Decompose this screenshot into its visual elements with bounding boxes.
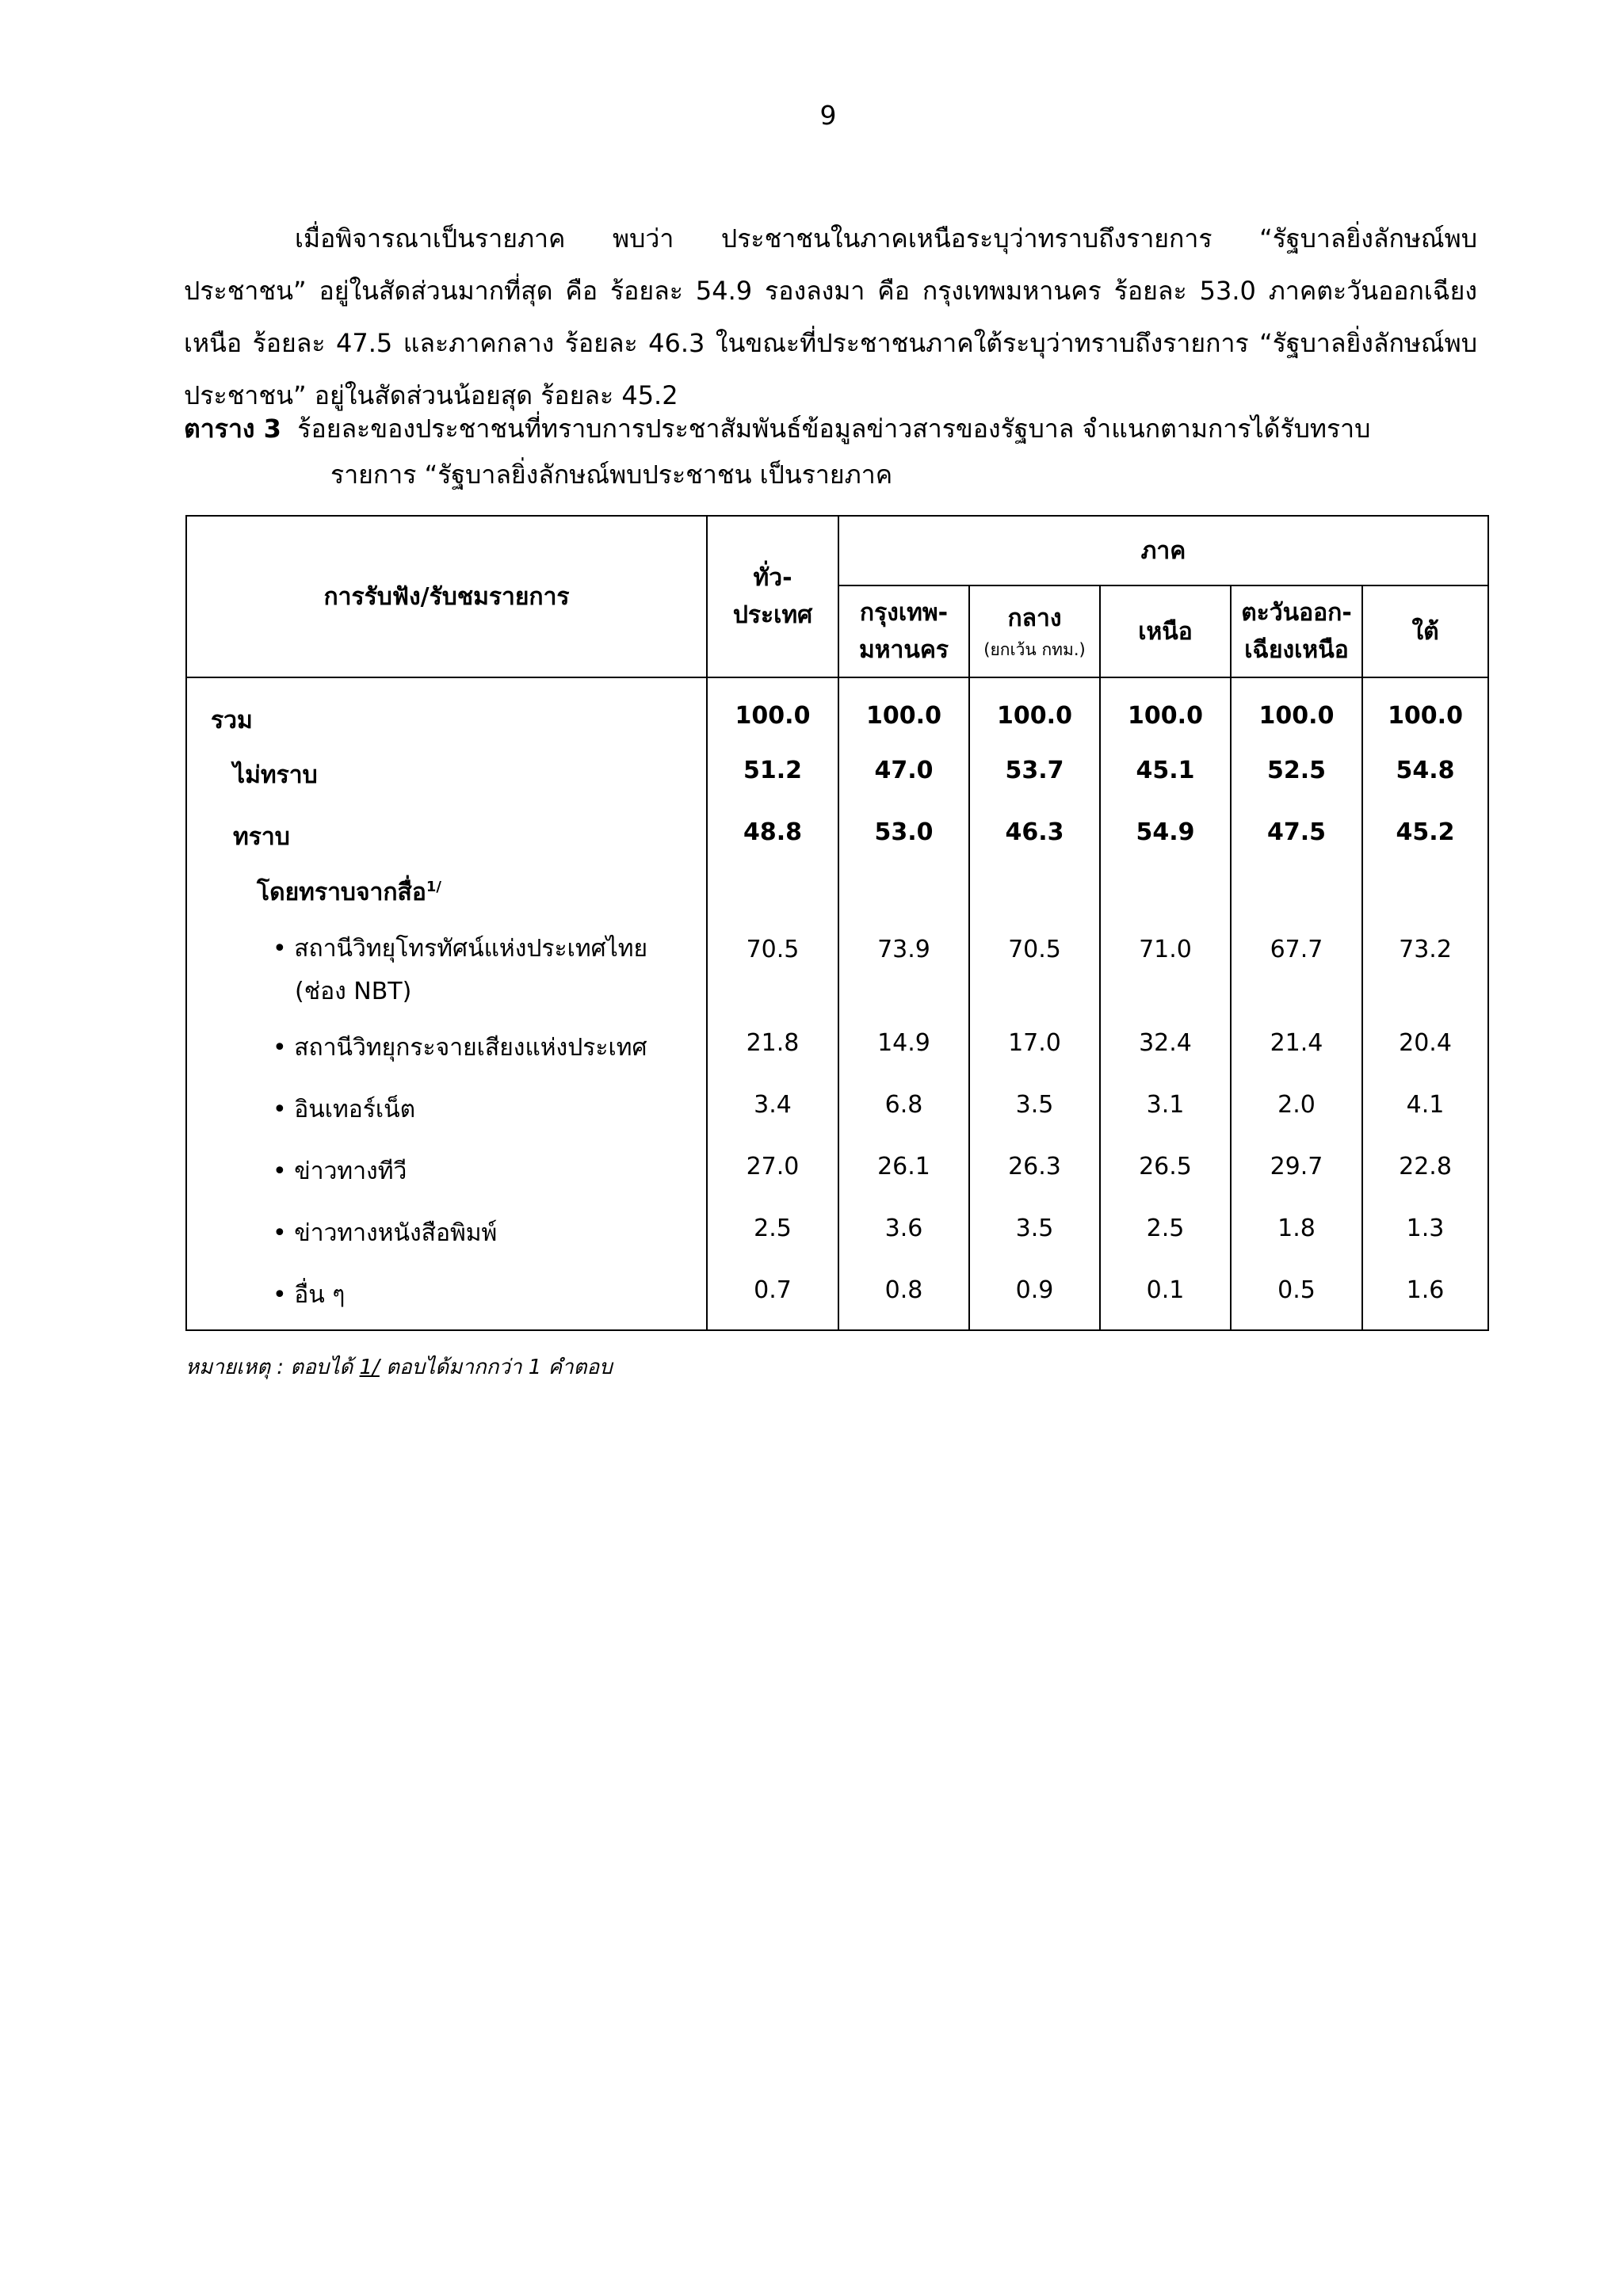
cell: 3.5 (969, 1075, 1100, 1137)
note-prefix: หมายเหตุ : ตอบได้ (185, 1356, 360, 1379)
header-program: การรับฟัง/รับชมรายการ (186, 516, 707, 677)
cell: 54.9 (1100, 801, 1231, 860)
row-label-line-2: (ช่อง NBT) (295, 978, 412, 1005)
cell: 0.7 (707, 1261, 838, 1330)
row-label: • ข่าวทางทีวี (186, 1137, 707, 1199)
cell: 51.2 (707, 739, 838, 801)
header-country-line-2: ประเทศ (732, 601, 813, 629)
cell: 47.0 (838, 739, 969, 801)
header-whole-country (707, 516, 838, 677)
cell: 3.4 (707, 1075, 838, 1137)
cell: 27.0 (707, 1137, 838, 1199)
row-label: ไม่ทราบ (186, 739, 707, 801)
cell: 45.2 (1362, 801, 1488, 860)
cell: 52.5 (1231, 739, 1362, 801)
table-row (186, 1137, 1488, 1199)
cell: 29.7 (1231, 1137, 1362, 1199)
cell: 3.6 (838, 1199, 969, 1261)
cell: 46.3 (969, 801, 1100, 860)
table-row (186, 1075, 1488, 1137)
cell: 4.1 (1362, 1075, 1488, 1137)
cell: 26.1 (838, 1137, 969, 1199)
cell: 1.6 (1362, 1261, 1488, 1330)
header-north: เหนือ (1100, 585, 1231, 677)
row-label: รวม (186, 677, 707, 739)
header-northeast-line-2: เฉียงเหนือ (1244, 636, 1349, 664)
cell: 0.8 (838, 1261, 969, 1330)
header-south: ใต้ (1362, 585, 1488, 677)
cell: 17.0 (969, 1013, 1100, 1075)
cell: 53.7 (969, 739, 1100, 801)
row-label: • สถานีวิทยุกระจายเสียงแห่งประเทศ (186, 1013, 707, 1075)
cell: 0.5 (1231, 1261, 1362, 1330)
row-label (186, 913, 707, 1013)
cell: 26.3 (969, 1137, 1100, 1199)
caption-line-1: ร้อยละของประชาชนที่ทราบการประชาสัมพันธ์ข้อมูลข่าวสารของรัฐบาล จำแนกตามการได้รับทราบ (297, 414, 1371, 444)
cell: 6.8 (838, 1075, 969, 1137)
table-row (186, 739, 1488, 801)
cell: 14.9 (838, 1013, 969, 1075)
cell: 1.8 (1231, 1199, 1362, 1261)
cell: 3.1 (1100, 1075, 1231, 1137)
cell: 1.3 (1362, 1199, 1488, 1261)
body-paragraph: เมื่อพิจารณาเป็นรายภาค พบว่า ประชาชนในภาคเหนือระบุว่าทราบถึงรายการ “รัฐบาลยิ่งลักษณ์พบประชาชน” อยู่ในสัดส่วนมากที่สุด คือ ร้อยละ 54.9 รองลงมา คือ กรุงเทพมหานคร ร้อยละ 53.0 ภาคตะวันออกเฉียงเหนือ ร้อยละ 47.5 และภาคกลาง ร้อยละ 46.3 ในขณะที่ประชาชนภาคใต้ระบุว่าทราบถึงรายการ “รัฐบาลยิ่งลักษณ์พบประชาชน” อยู่ในสัดส่วนน้อยสุด ร้อยละ 45.2 (184, 223, 1477, 410)
cell: 100.0 (1100, 677, 1231, 739)
cell: 45.1 (1100, 739, 1231, 801)
caption-line-2: รายการ “รัฐบาลยิ่งลักษณ์พบประชาชน เป็นรายภาค (330, 460, 893, 490)
cell: 48.8 (707, 801, 838, 860)
table-row (186, 1013, 1488, 1075)
header-region: ภาค (838, 516, 1488, 585)
cell: 100.0 (1231, 677, 1362, 739)
row-label: • อินเทอร์เน็ต (186, 1075, 707, 1137)
cell: 22.8 (1362, 1137, 1488, 1199)
header-bangkok (838, 585, 969, 677)
header-central-label: กลาง (1007, 605, 1062, 632)
cell: 2.5 (1100, 1199, 1231, 1261)
row-label (186, 860, 707, 913)
cell: 21.8 (707, 1013, 838, 1075)
row-label: • อื่น ๆ (186, 1261, 707, 1330)
cell: 32.4 (1100, 1013, 1231, 1075)
row-label-line-1: • สถานีวิทยุโทรทัศน์แห่งประเทศไทย (273, 935, 648, 963)
table-row (186, 801, 1488, 860)
cell: 100.0 (707, 677, 838, 739)
cell: 0.1 (1100, 1261, 1231, 1330)
row-label-text: โดยทราบจากสื่อ (257, 879, 426, 906)
header-central-note: (ยกเว้น กทม.) (983, 640, 1086, 659)
header-bangkok-line-1: กรุงเทพ- (859, 599, 949, 627)
cell: 54.8 (1362, 739, 1488, 801)
header-northeast (1231, 585, 1362, 677)
cell: 2.0 (1231, 1075, 1362, 1137)
cell: 26.5 (1100, 1137, 1231, 1199)
cell: 70.5 (707, 913, 838, 1013)
table-footnote (185, 1351, 613, 1383)
data-table (185, 515, 1489, 1331)
page-number: 9 (819, 100, 837, 131)
cell: 100.0 (969, 677, 1100, 739)
table-row (186, 1199, 1488, 1261)
cell: 71.0 (1100, 913, 1231, 1013)
header-northeast-line-1: ตะวันออก- (1241, 599, 1352, 627)
cell: 21.4 (1231, 1013, 1362, 1075)
caption-label: ตาราง 3 (184, 414, 281, 444)
header-central (969, 585, 1100, 677)
table-row (186, 860, 1488, 913)
header-bangkok-line-2: มหานคร (858, 636, 949, 664)
cell: 70.5 (969, 913, 1100, 1013)
cell: 67.7 (1231, 913, 1362, 1013)
cell: 73.2 (1362, 913, 1488, 1013)
note-mark: 1/ (359, 1356, 380, 1379)
table-row (186, 1261, 1488, 1330)
cell: 100.0 (838, 677, 969, 739)
cell: 20.4 (1362, 1013, 1488, 1075)
table-row (186, 913, 1488, 1013)
cell: 3.5 (969, 1199, 1100, 1261)
row-label: • ข่าวทางหนังสือพิมพ์ (186, 1199, 707, 1261)
cell: 53.0 (838, 801, 969, 860)
header-country-line-1: ทั่ว- (753, 564, 792, 592)
cell: 47.5 (1231, 801, 1362, 860)
cell: 2.5 (707, 1199, 838, 1261)
footnote-mark: 1/ (426, 879, 441, 895)
note-text: ตอบได้มากกว่า 1 คำตอบ (379, 1356, 613, 1379)
cell: 100.0 (1362, 677, 1488, 739)
cell: 73.9 (838, 913, 969, 1013)
table-caption (184, 406, 1477, 498)
table-row (186, 677, 1488, 739)
cell: 0.9 (969, 1261, 1100, 1330)
row-label: ทราบ (186, 801, 707, 860)
